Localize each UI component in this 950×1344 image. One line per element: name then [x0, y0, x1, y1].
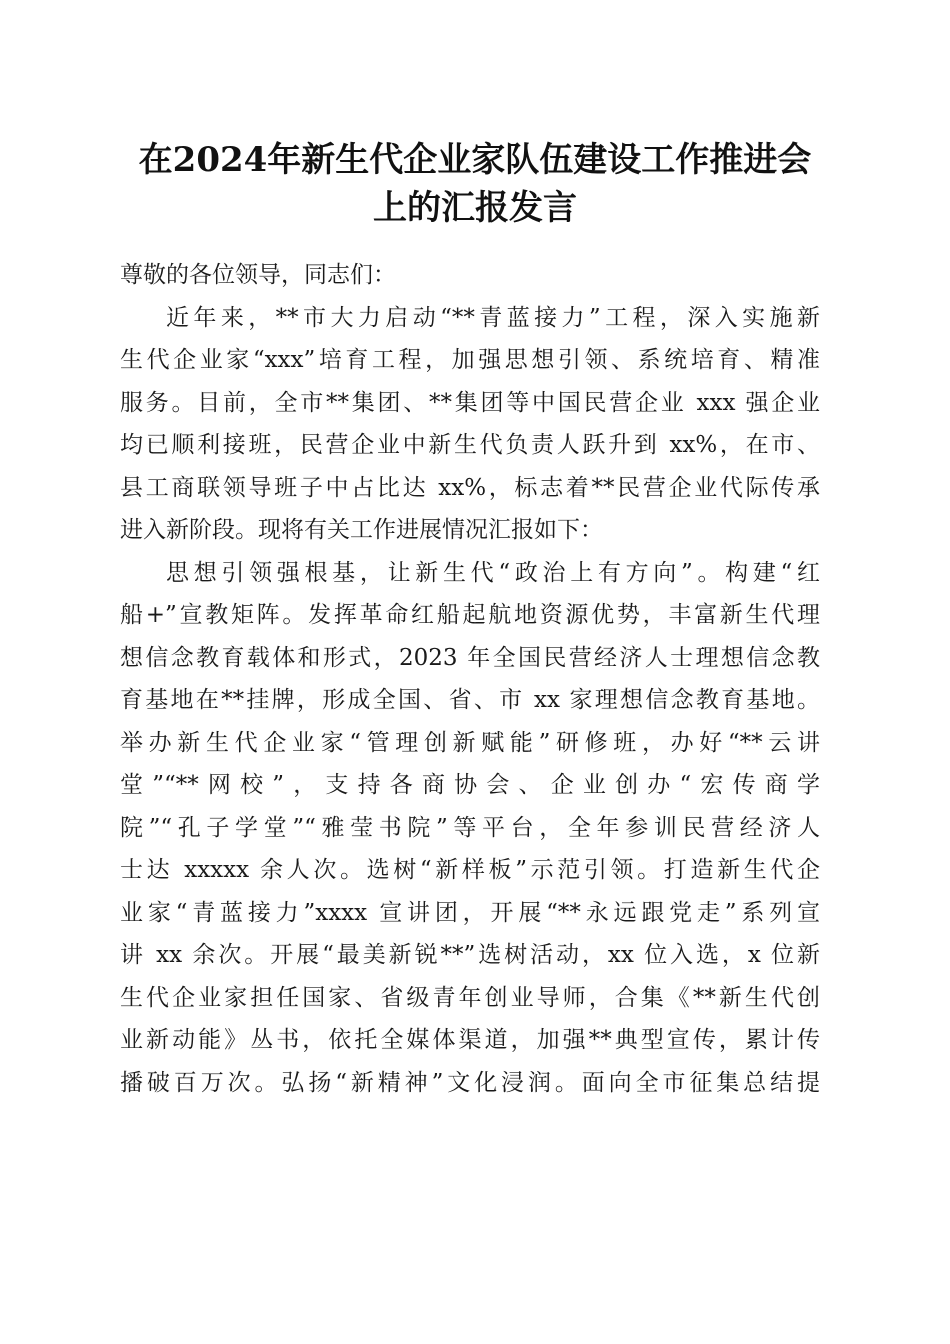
- title-line-2: 上的汇报发言: [373, 188, 577, 228]
- paragraph-line: 播破百万次。弘扬“新精神”文化浸润。面向全市征集总结提: [120, 1069, 820, 1096]
- document-title: [100, 136, 850, 232]
- paragraph-line: 思想引领强根基，让新生代“政治上有方向”。构建“红: [166, 559, 820, 586]
- paragraph-1: [120, 297, 820, 552]
- paragraph-line: 院”“孔子学堂”“雅莹书院”等平台，全年参训民营经济人: [120, 814, 820, 841]
- paragraph-line: 讲 xx 余次。开展“最美新锐**”选树活动，xx 位入选，x 位新: [120, 942, 820, 968]
- paragraph-line: 生代企业家担任国家、省级青年创业导师，合集《**新生代创: [120, 984, 820, 1011]
- paragraph-line: 近年来，**市大力启动“**青蓝接力”工程，深入实施新: [166, 304, 820, 331]
- paragraph-line: 举办新生代企业家“管理创新赋能”研修班，办好“**云讲: [120, 729, 820, 756]
- paragraph-line: 堂”“**网校”，支持各商协会、企业创办“宏传商学: [120, 772, 820, 798]
- paragraph-line: 均已顺利接班，民营企业中新生代负责人跃升到 xx%，在市、: [120, 432, 820, 458]
- paragraph-line: 船+”宣教矩阵。发挥革命红船起航地资源优势，丰富新生代理: [120, 602, 820, 628]
- paragraph-line: 进入新阶段。现将有关工作进展情况汇报如下：: [120, 517, 603, 543]
- document-body: [120, 254, 820, 1104]
- paragraph-line: 士达 xxxxx 余人次。选树“新样板”示范引领。打造新生代企: [120, 857, 820, 883]
- salutation: 尊敬的各位领导，同志们：: [120, 262, 396, 288]
- title-line-1: 在2024年新生代企业家队伍建设工作推进会: [138, 140, 812, 180]
- paragraph-line: 育基地在**挂牌，形成全国、省、市 xx 家理想信念教育基地。: [120, 687, 820, 713]
- paragraph-line: 生代企业家“xxx”培育工程，加强思想引领、系统培育、精准: [120, 347, 820, 373]
- paragraph-line: 想信念教育载体和形式，2023 年全国民营经济人士理想信念教: [120, 644, 820, 671]
- paragraph-line: 业新动能》丛书，依托全媒体渠道，加强**典型宣传，累计传: [120, 1027, 820, 1053]
- paragraph-line: 业家“青蓝接力”xxxx 宣讲团，开展“**永远跟党走”系列宣: [120, 899, 820, 926]
- paragraph-line: 县工商联领导班子中占比达 xx%，标志着**民营企业代际传承: [120, 474, 820, 501]
- paragraph-line: 服务。目前，全市**集团、**集团等中国民营企业 xxx 强企业: [120, 389, 820, 416]
- paragraph-2: [120, 552, 820, 1105]
